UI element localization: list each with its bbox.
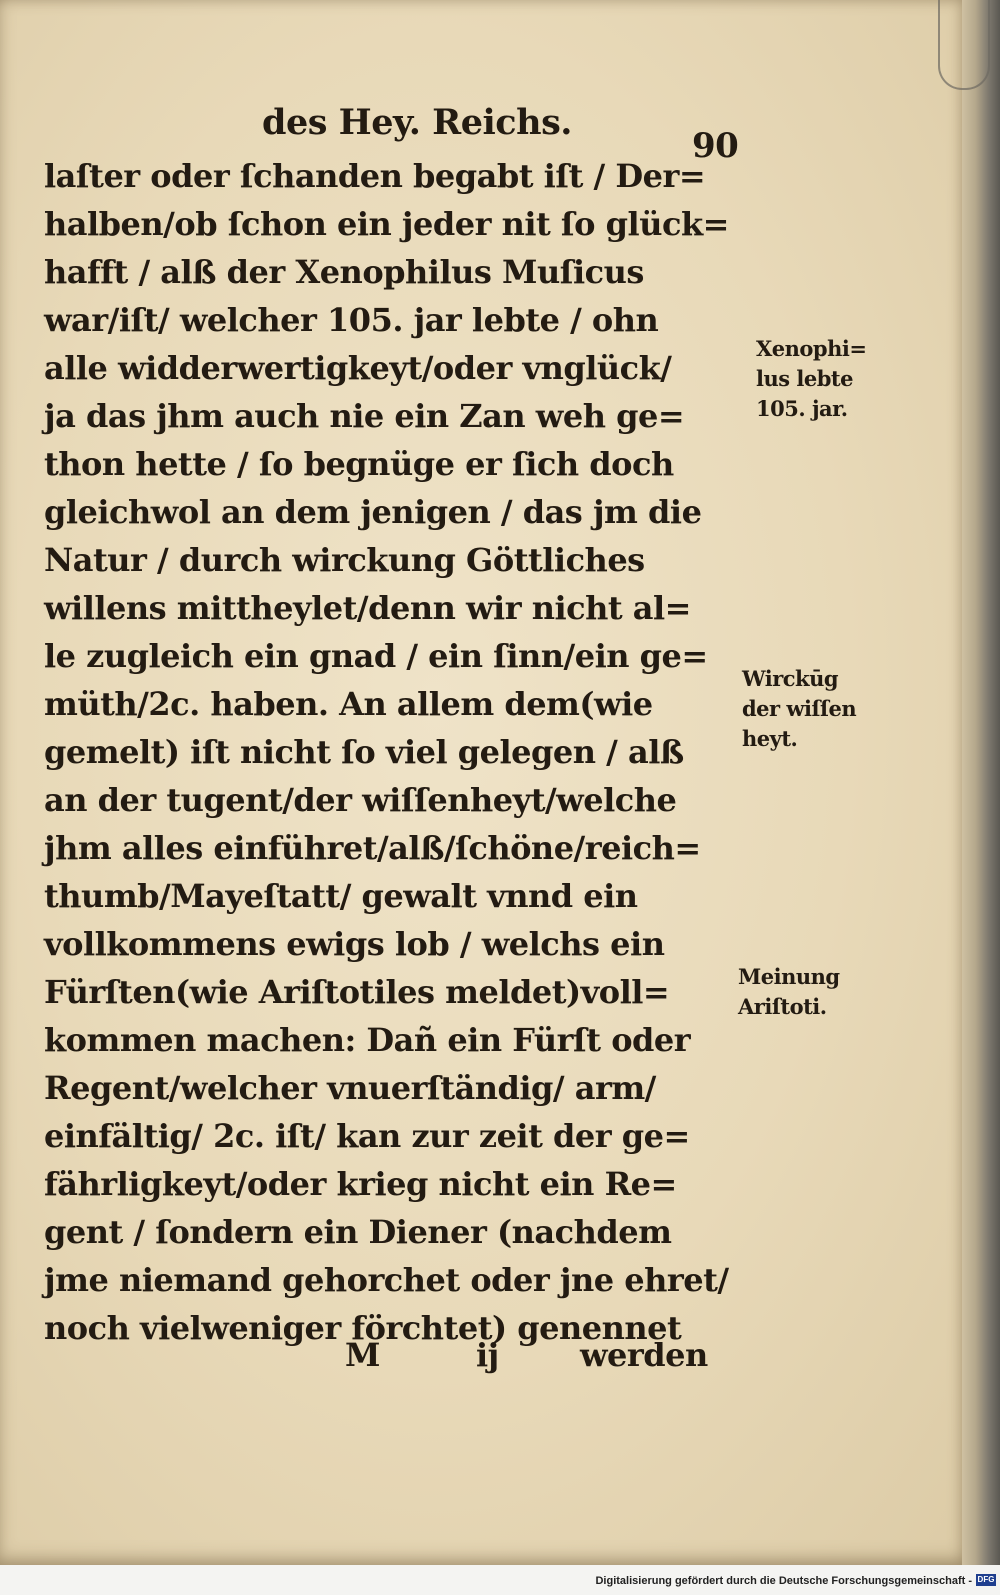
text-line: kommen machen: Dañ ein Fürſt oder [44, 1021, 691, 1059]
text-line: thumb/Mayeſtatt/ gewalt vnnd ein [44, 877, 638, 915]
text-line: ja das jhm auch nie ein Zan weh ge= [44, 397, 685, 435]
text-line: gemelt) iſt nicht ſo viel gelegen / alß [44, 733, 684, 771]
margin-note-line: Meinung [738, 964, 840, 989]
text-line: Regent/welcher vnuerſtändig/ arm/ [44, 1069, 656, 1107]
text-line: noch vielweniger förchtet) genennet [44, 1309, 682, 1347]
margin-note-line: heyt. [742, 726, 798, 751]
dfg-logo: DFG [977, 1575, 995, 1584]
text-line: fährligkeyt/oder krieg nicht ein Re= [44, 1165, 677, 1203]
text-line: an der tugent/der wiſſenheyt/welche [44, 781, 677, 819]
margin-note-wissenheyt [742, 664, 856, 754]
text-line: willens mittheylet/denn wir nicht al= [44, 589, 691, 627]
text-line: le zugleich ein gnad / ein ſinn/ein ge= [44, 637, 708, 675]
text-line: müth/2c. haben. An allem dem(wie [44, 685, 653, 723]
text-line: halben/ob ſchon ein jeder nit ſo glück= [44, 205, 729, 243]
text-line: Fürſten(wie Ariſtotiles meldet)voll= [44, 973, 670, 1011]
margin-note-line: 105. jar. [756, 396, 848, 421]
text-line: einfältig/ 2c. iſt/ kan zur zeit der ge= [44, 1117, 690, 1155]
text-line: war/iſt/ welcher 105. jar lebte / ohn [44, 301, 659, 339]
margin-note-aristoteles [738, 962, 840, 1022]
text-line: gleichwol an dem jenigen / das jm die [44, 493, 702, 531]
running-head: des Hey. Reichs. [262, 102, 572, 143]
margin-note-xenophilus [756, 334, 866, 424]
catchword: werden [580, 1336, 708, 1374]
signature-mark: M [345, 1336, 380, 1374]
margin-note-line: Wirckūg [742, 666, 839, 691]
signature-number: ij [476, 1336, 499, 1374]
text-line: jme niemand gehorchet oder jne ehret/ [44, 1261, 729, 1299]
text-line: jhm alles einführet/alß/ſchöne/reich= [44, 829, 701, 867]
margin-note-line: lus lebte [756, 366, 853, 391]
text-line: gent / ſondern ein Diener (nachdem [44, 1213, 672, 1251]
margin-note-line: Ariſtoti. [738, 994, 827, 1019]
margin-note-line: der wiſſen [742, 696, 857, 721]
page-edge [962, 0, 1000, 1565]
text-line: laſter oder ſchanden begabt iſt / Der= [44, 157, 706, 195]
text-line: Natur / durch wirckung Göttliches [44, 541, 645, 579]
text-line: vollkommens ewigs lob / welchs ein [44, 925, 665, 963]
digitization-credit: Digitalisierung gefördert durch die Deutsche Forschungsgemeinschaft - [595, 1575, 972, 1587]
page-clip [938, 0, 990, 90]
folio-number: 90 [692, 126, 739, 166]
margin-note-line: Xenophi= [756, 336, 867, 361]
text-line: hafft / alß der Xenophilus Muſicus [44, 253, 644, 291]
text-line: alle widderwertigkeyt/oder vnglück/ [44, 349, 672, 387]
text-line: thon hette / ſo begnüge er ſich doch [44, 445, 674, 483]
